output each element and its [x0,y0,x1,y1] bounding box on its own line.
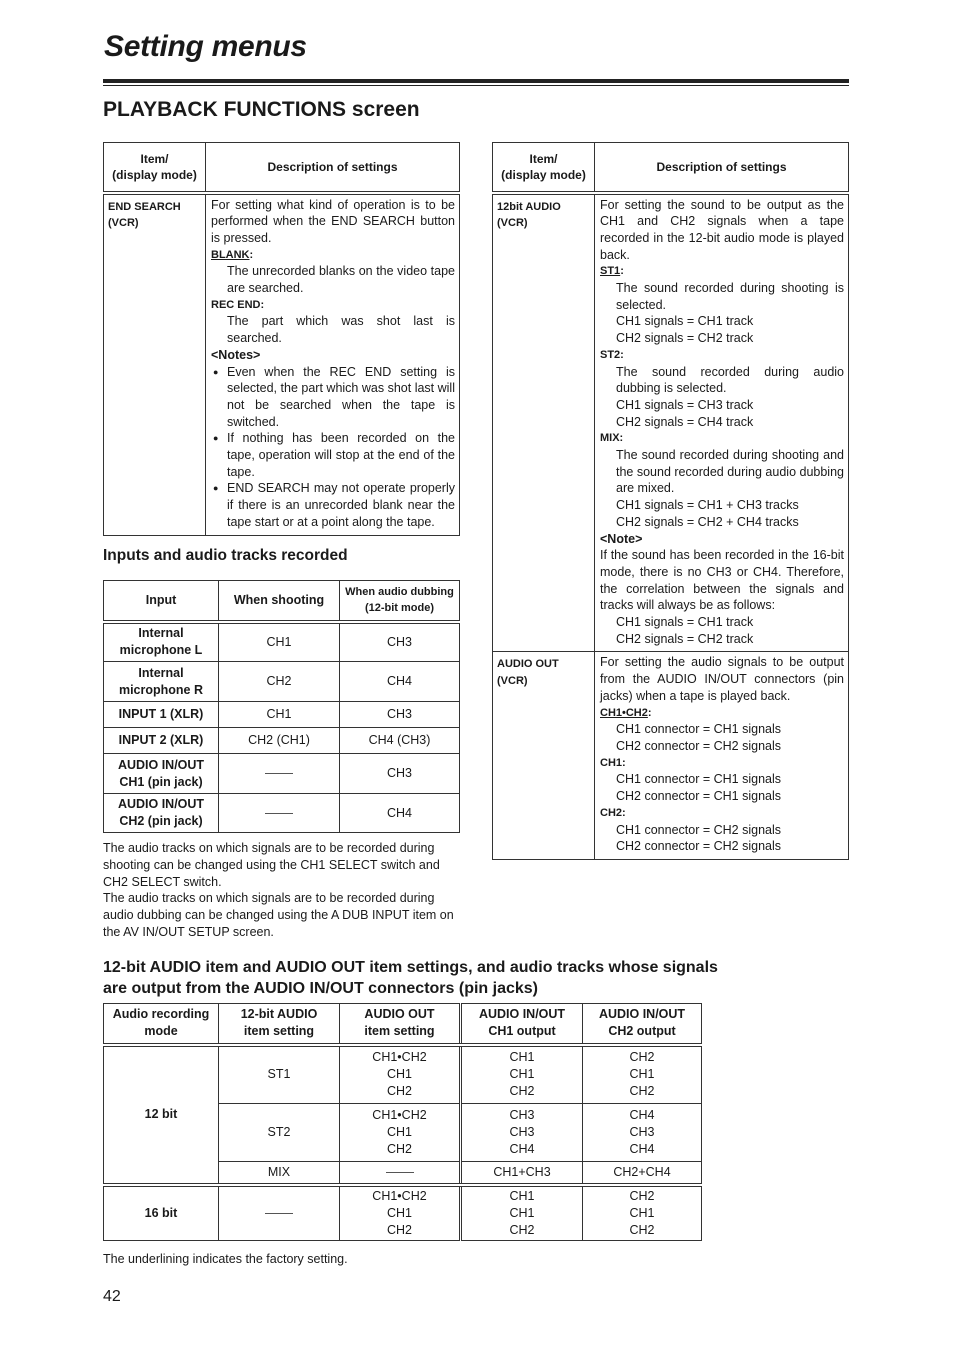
table-row: AUDIO IN/OUT CH2 (pin jack) CH4 [104,794,460,833]
footnote: The underlining indicates the factory setting. [103,1252,348,1266]
header-description: Description of settings [595,143,849,193]
header-ch1-output: AUDIO IN/OUT CH1 output [461,1004,583,1045]
table-row: INPUT 2 (XLR) CH2 (CH1) CH4 (CH3) [104,728,460,754]
item-12bit-audio: 12bit AUDIO (VCR) [493,193,595,652]
item-end-search: END SEARCH (VCR) [104,193,206,536]
note-item: ● If nothing has been recorded on the tape, operation will stop at the end of the tape. [211,430,455,480]
end-search-description: For setting what kind of operation is to be performed when the END SEARCH button is pressed. BLANK: The unrecorded blanks on the video tape are searched. REC END: The part which was shot last is searched. <Notes> ● Even when the REC END setting is selected, the part which was shot last will not be searched when the tape is switched. ● If nothing has been recorded on the tape, operation will stop at the end of the tape. ● END SEARCH may not operate properly if there is an unrecorded blank near the tape start or at a point along the tape. [206,193,460,536]
header-description: Description of settings [206,143,460,193]
bottom-section-title: 12-bit AUDIO item and AUDIO OUT item settings, and audio tracks whose signals are output from the AUDIO IN/OUT connectors (pin jacks) [103,959,718,997]
section-title: PLAYBACK FUNCTIONS screen [103,98,420,121]
inputs-section-title: Inputs and audio tracks recorded [103,547,348,564]
header-when-dubbing: When audio dubbing (12-bit mode) [340,581,460,622]
header-recording-mode: Audio recording mode [104,1004,219,1045]
table-row: ST2 CH1•CH2 CH1 CH2 CH3 CH3 CH4 CH4 CH3 CH4 [104,1104,702,1162]
table-row: MIX CH1+CH3 CH2+CH4 [104,1162,702,1185]
title-rule [103,79,849,83]
page-title: Setting menus [104,30,307,63]
audio-out-description: For setting the audio signals to be output from the AUDIO IN/OUT connectors (pin jacks) when a tape is played back. CH1•CH2: CH1 connector = CH1 signals CH2 connector = CH2 signals CH1: CH1 connector = CH1 signals CH2 connector = CH1 signals CH2: CH1 connector = CH2 signals CH2 connector = CH2 signals [595,652,849,859]
dash-mark [265,773,293,774]
header-audio-out-setting: AUDIO OUT item setting [340,1004,461,1045]
inputs-note-2: The audio tracks on which signals are to be recorded during audio dubbing can be changed using the A DUB INPUT item on the AV IN/OUT SETUP screen. [103,891,454,939]
dash-mark [386,1172,414,1173]
table-row: Internal microphone L CH1 CH3 [104,622,460,662]
header-input: Input [104,581,219,622]
note-item: ● Even when the REC END setting is selected, the part which was shot last will not be searched when the tape is switched. [211,364,455,431]
dash-mark [265,813,293,814]
page-number: 42 [103,1288,121,1305]
audio-output-table [103,1003,702,1241]
table-row: 12 bit ST1 CH1•CH2 CH1 CH2 CH1 CH1 CH2 CH2 CH1 CH2 [104,1045,702,1104]
dash-mark [265,1213,293,1214]
blank-label: BLANK [211,248,250,261]
st1-label: ST1 [600,265,621,278]
12bit-audio-description: For setting the sound to be output as the CH1 and CH2 signals when a tape recorded in the 12-bit audio mode is played back. ST1: The sound recorded during shooting is selected. CH1 signals = CH1 track CH2 signals = CH2 track ST2: The sound recorded during audio dubbing is selected. CH1 signals = CH3 track CH2 signals = CH4 track MIX: The sound recorded during shooting and the sound recorded during audio dubbing are mixed. CH1 signals = CH1 + CH3 tracks CH2 signals = CH2 + CH4 tracks <Note> If the sound has been recorded in the 16-bit mode, there is no CH3 or CH4. Therefore, the correlation between the signals and tracks will always be as follows: CH1 signals = CH1 track CH2 signals = CH2 track [595,193,849,652]
note-item: ● END SEARCH may not operate properly if there is an unrecorded blank near the tape start or at a point along the tape. [211,480,455,530]
audio-settings-table [492,142,849,860]
inputs-note-1: The audio tracks on which signals are to be recorded during shooting can be changed using the CH1 SELECT switch and CH2 SELECT switch. [103,841,440,889]
end-search-table [103,142,460,536]
ch1ch2-label: CH1•CH2 [600,706,648,719]
table-row: INPUT 1 (XLR) CH1 CH3 [104,702,460,728]
inputs-table [103,580,460,833]
header-item: Item/ (display mode) [493,143,595,193]
header-ch2-output: AUDIO IN/OUT CH2 output [583,1004,702,1045]
table-row: 16 bit CH1•CH2 CH1 CH2 CH1 CH1 CH2 CH2 CH1 CH2 [104,1185,702,1241]
header-12bit-setting: 12-bit AUDIO item setting [219,1004,340,1045]
header-when-shooting: When shooting [219,581,340,622]
item-audio-out: AUDIO OUT (VCR) [493,652,595,859]
table-row: AUDIO IN/OUT CH1 (pin jack) CH3 [104,754,460,794]
header-item: Item/ (display mode) [104,143,206,193]
table-row: Internal microphone R CH2 CH4 [104,662,460,702]
title-rule-thin [103,85,849,86]
